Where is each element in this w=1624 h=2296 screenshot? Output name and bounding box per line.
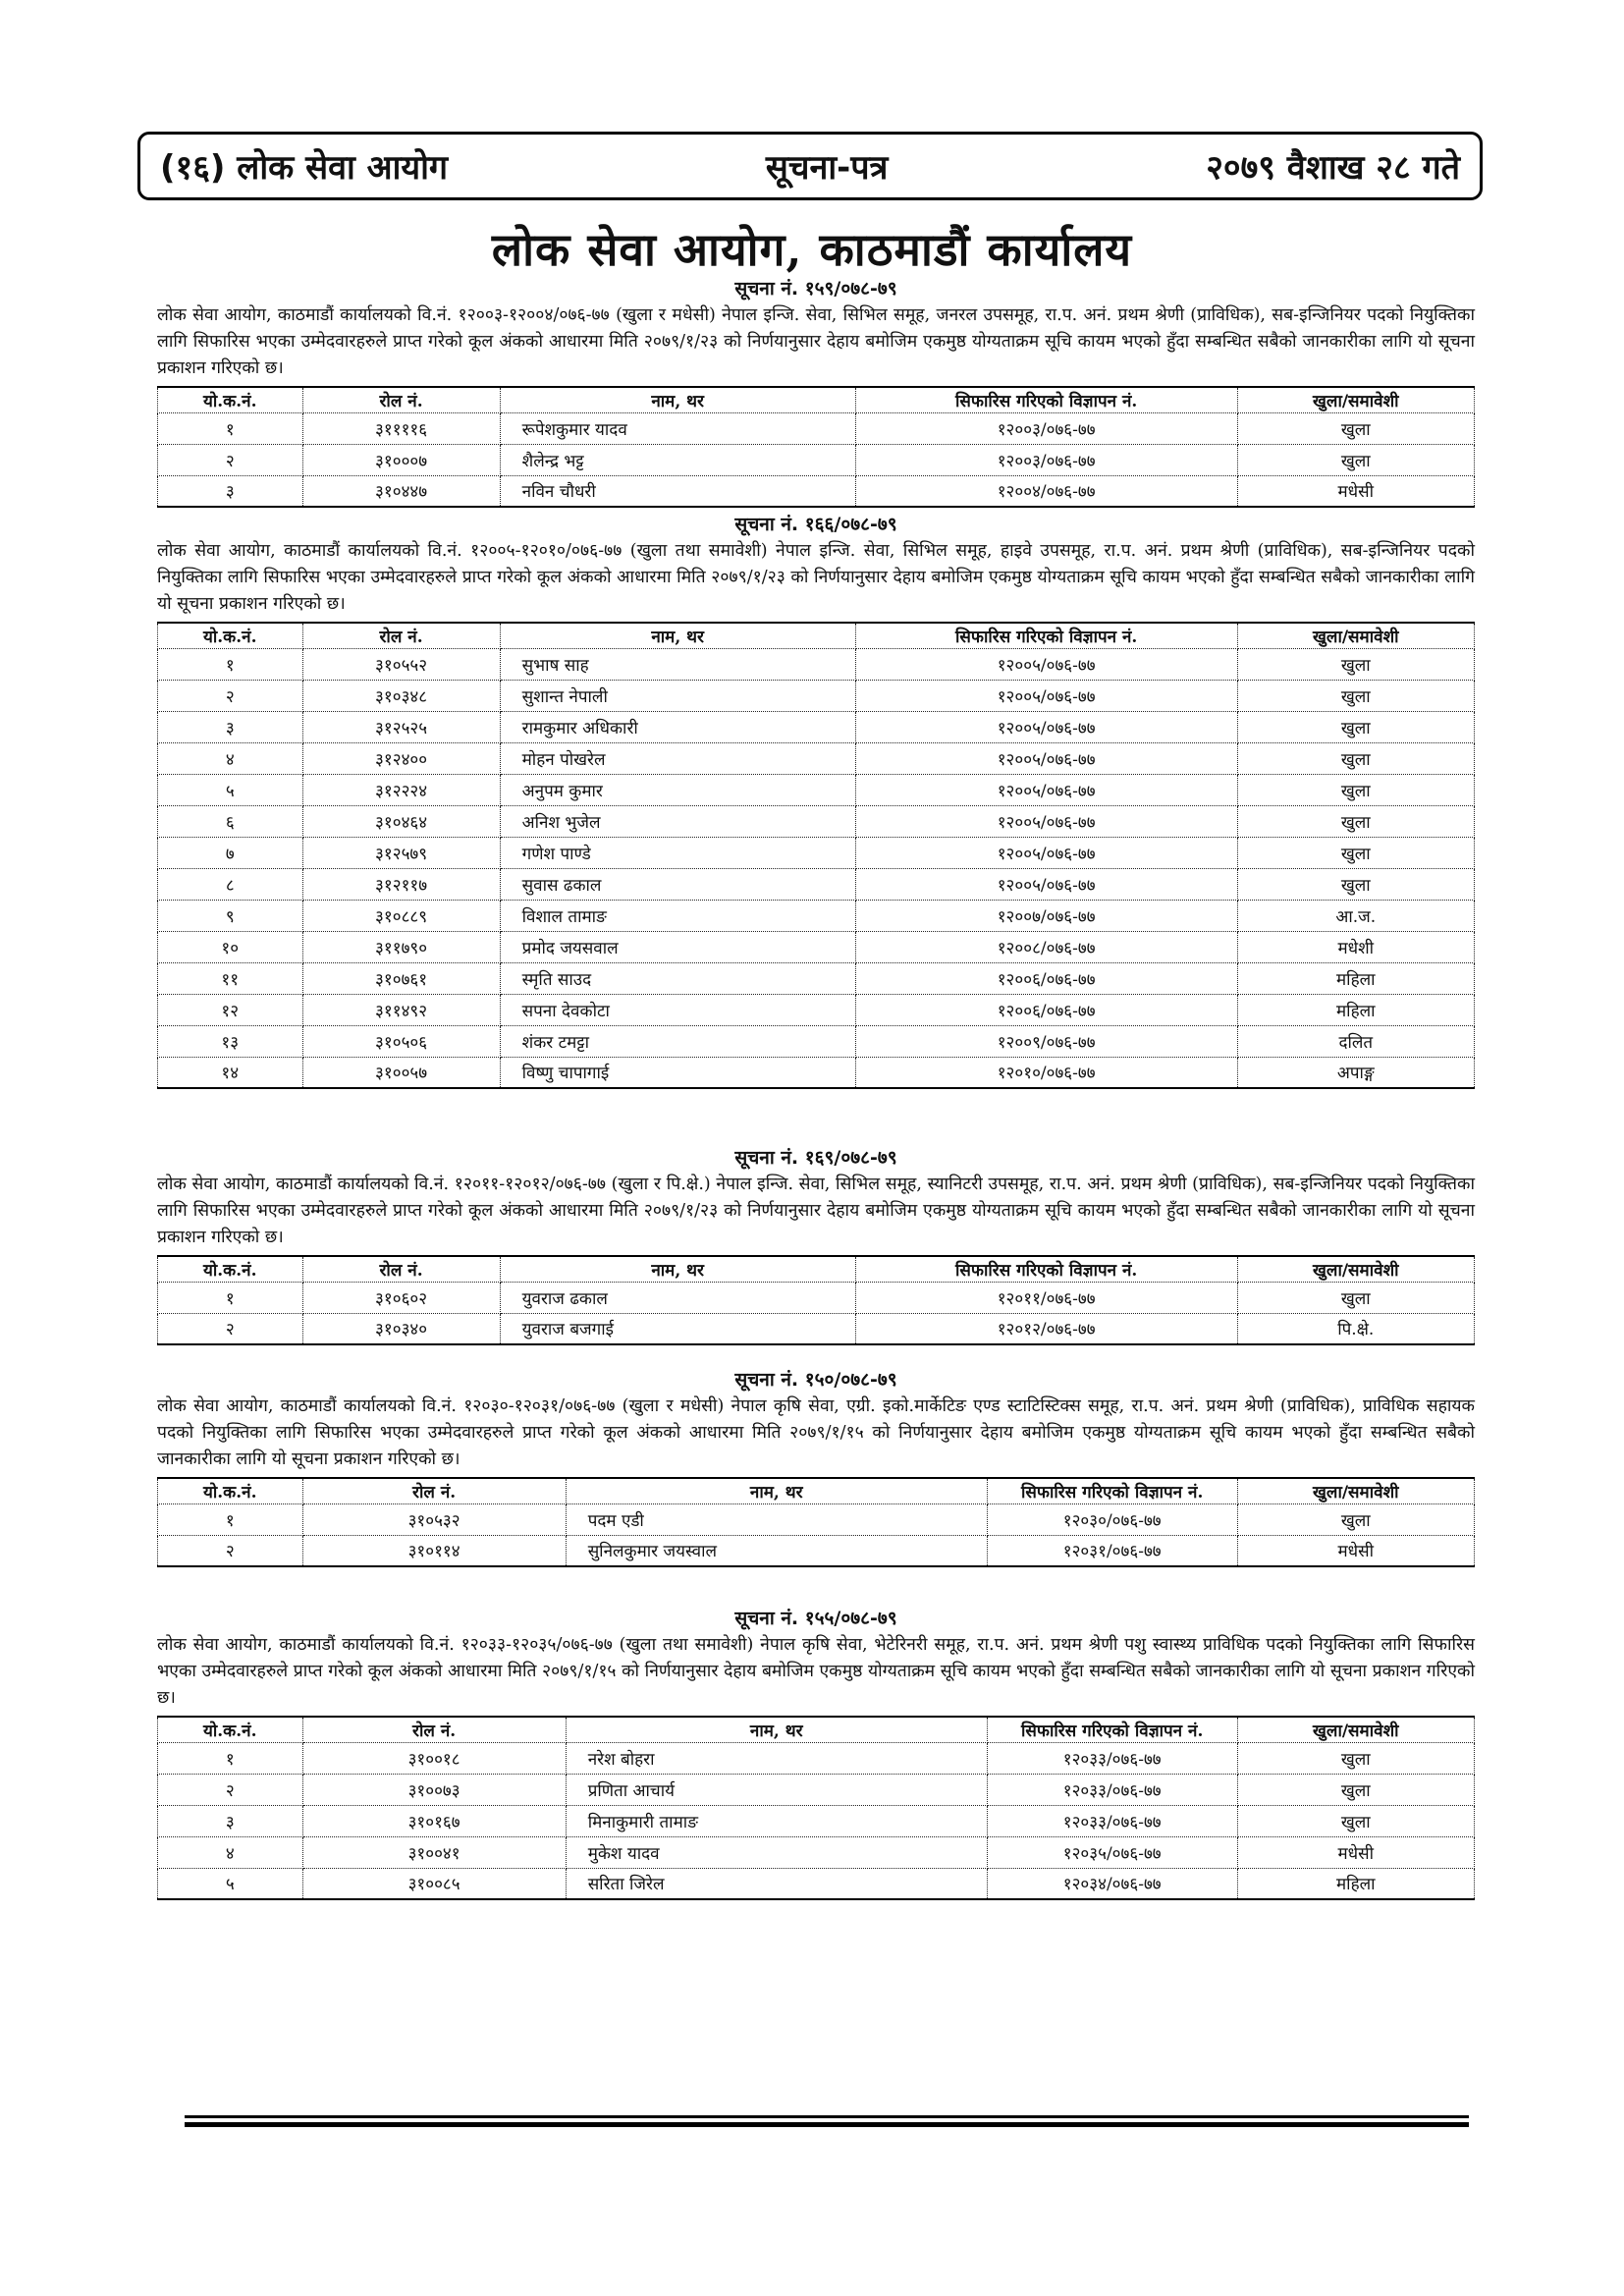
roll-number-cell: ३१०४६४	[302, 805, 500, 837]
name-cell: युवराज बजगाई	[500, 1313, 855, 1344]
merit-table	[157, 622, 1475, 1089]
notice-number: सूचना नं. १५५/०७८-७९	[734, 1608, 897, 1629]
table-row	[158, 711, 1475, 742]
header-right: २०७९ वैशाख २८ गते	[1206, 148, 1460, 188]
name-cell: रामकुमार अधिकारी	[500, 711, 855, 742]
roll-number-cell: ३१००७३	[302, 1774, 566, 1805]
serial-number-cell: १४	[158, 1057, 303, 1088]
merit-table	[157, 1716, 1475, 1900]
merit-table	[157, 1477, 1475, 1567]
column-header: खुला/समावेशी	[1237, 1717, 1474, 1742]
column-header: सिफारिस गरिएको विज्ञापन नं.	[987, 1478, 1237, 1503]
advert-number-cell: १२००४/०७६-७७	[855, 475, 1237, 507]
column-header: खुला/समावेशी	[1237, 1256, 1474, 1282]
notice-2	[157, 513, 1475, 1089]
notice-5	[157, 1607, 1475, 1900]
table-row	[158, 774, 1475, 805]
category-cell: अपाङ्ग	[1237, 1057, 1474, 1088]
serial-number-cell: ४	[158, 742, 303, 774]
serial-number-cell: १०	[158, 931, 303, 962]
category-cell: मधेसी	[1237, 1836, 1474, 1868]
roll-number-cell: ३१००१८	[302, 1742, 566, 1774]
table-row	[158, 648, 1475, 680]
table-row	[158, 680, 1475, 711]
name-cell: सुवास ढकाल	[500, 868, 855, 900]
serial-number-cell: ४	[158, 1836, 303, 1868]
name-cell: सुशान्त नेपाली	[500, 680, 855, 711]
serial-number-cell: १	[158, 1742, 303, 1774]
table-row	[158, 962, 1475, 994]
serial-number-cell: ६	[158, 805, 303, 837]
column-header: नाम, थर	[500, 623, 855, 648]
merit-table	[157, 1255, 1475, 1345]
category-cell: खुला	[1237, 648, 1474, 680]
advert-number-cell: १२००५/०७६-७७	[855, 805, 1237, 837]
table-header-row	[158, 623, 1475, 648]
category-cell: खुला	[1237, 1742, 1474, 1774]
roll-number-cell: ३१००८५	[302, 1868, 566, 1899]
serial-number-cell: १	[158, 412, 303, 444]
header-center: सूचना-पत्र	[765, 148, 889, 188]
notice-3	[157, 1146, 1475, 1345]
advert-number-cell: १२००३/०७६-७७	[855, 444, 1237, 475]
category-cell: आ.ज.	[1237, 900, 1474, 931]
column-header: खुला/समावेशी	[1237, 387, 1474, 412]
category-cell: खुला	[1237, 837, 1474, 868]
advert-number-cell: १२००५/०७६-७७	[855, 711, 1237, 742]
column-header: रोल नं.	[302, 623, 500, 648]
roll-number-cell: ३११७९०	[302, 931, 500, 962]
roll-number-cell: ३१०७६१	[302, 962, 500, 994]
serial-number-cell: ११	[158, 962, 303, 994]
roll-number-cell: ३१२११७	[302, 868, 500, 900]
table-row	[158, 1282, 1475, 1313]
column-header: रोल नं.	[302, 1717, 566, 1742]
name-cell: नविन चौधरी	[500, 475, 855, 507]
advert-number-cell: १२०१२/०७६-७७	[855, 1313, 1237, 1344]
advert-number-cell: १२०३३/०७६-७७	[987, 1774, 1237, 1805]
merit-table	[157, 386, 1475, 508]
notice-number: सूचना नं. १५९/०७८-७९	[734, 278, 897, 300]
column-header: यो.क.नं.	[158, 1256, 303, 1282]
name-cell: सुनिलकुमार जयस्वाल	[566, 1535, 987, 1566]
category-cell: खुला	[1237, 412, 1474, 444]
advert-number-cell: १२००६/०७६-७७	[855, 994, 1237, 1025]
advert-number-cell: १२०११/०७६-७७	[855, 1282, 1237, 1313]
name-cell: अनुपम कुमार	[500, 774, 855, 805]
advert-number-cell: १२०१०/०७६-७७	[855, 1057, 1237, 1088]
serial-number-cell: ३	[158, 475, 303, 507]
column-header: नाम, थर	[500, 387, 855, 412]
column-header: खुला/समावेशी	[1237, 623, 1474, 648]
column-header: नाम, थर	[566, 1478, 987, 1503]
advert-number-cell: १२००७/०७६-७७	[855, 900, 1237, 931]
category-cell: खुला	[1237, 711, 1474, 742]
notice-number: सूचना नं. १५०/०७८-७९	[734, 1369, 897, 1391]
table-row	[158, 444, 1475, 475]
name-cell: गणेश पाण्डे	[500, 837, 855, 868]
notice-body: लोक सेवा आयोग, काठमाडौं कार्यालयको वि.नं. १२०३३-१२०३५/०७६-७७ (खुला तथा समावेशी) नेपाल कृषि सेवा, भेटेरिनरी समूह, रा.प. अनं. प्रथम श्रेणी पशु स्वास्थ्य प्राविधिक पदको नियुक्तिका लागि सिफारिस भएका उम्मेदवारहरुले प्राप्त गरेको कूल अंकको आधारमा मिति २०७९/१/१५ को निर्णयानुसार देहाय बमोजिम एकमुष्ठ योग्यताक्रम सूचि कायम भएको हुँदा सम्बन्धित सबैको जानकारीका लागि यो सूचना प्रकाशन गरिएको छ।	[157, 1635, 1475, 1708]
name-cell: मिनाकुमारी तामाङ	[566, 1805, 987, 1836]
roll-number-cell: ३१०१६७	[302, 1805, 566, 1836]
table-row	[158, 1774, 1475, 1805]
table-row	[158, 994, 1475, 1025]
category-cell: खुला	[1237, 868, 1474, 900]
category-cell: पि.क्षे.	[1237, 1313, 1474, 1344]
name-cell: सपना देवकोटा	[500, 994, 855, 1025]
notice-body: लोक सेवा आयोग, काठमाडौं कार्यालयको वि.नं. १२००३-१२००४/०७६-७७ (खुला र मधेसी) नेपाल इन्जि. सेवा, सिभिल समूह, जनरल उपसमूह, रा.प. अनं. प्रथम श्रेणी (प्राविधिक), सब-इन्जिनियर पदको नियुक्तिका लागि सिफारिस भएका उम्मेदवारहरुले प्राप्त गरेको कूल अंकको आधारमा मिति २०७९/१/२३ को निर्णयानुसार देहाय बमोजिम एकमुष्ठ योग्यताक्रम सूचि कायम भएको हुँदा सम्बन्धित सबैको जानकारीका लागि यो सूचना प्रकाशन गरिएको छ।	[157, 305, 1475, 378]
table-row	[158, 1805, 1475, 1836]
category-cell: खुला	[1237, 680, 1474, 711]
notice-body: लोक सेवा आयोग, काठमाडौं कार्यालयको वि.नं. १२०३०-१२०३१/०७६-७७ (खुला र मधेसी) नेपाल कृषि सेवा, एग्री. इको.मार्केटिङ एण्ड स्टाटिस्टिक्स समूह, रा.प. अनं. प्रथम श्रेणी (प्राविधिक), प्राविधिक सहायक पदको नियुक्तिका लागि सिफारिस भएका उम्मेदवारहरुले प्राप्त गरेको कूल अंकको आधारमा मिति २०७९/१/१५ को निर्णयानुसार देहाय बमोजिम एकमुष्ठ योग्यताक्रम सूचि कायम भएको हुँदा सम्बन्धित सबैको जानकारीका लागि यो सूचना प्रकाशन गरिएको छ।	[157, 1396, 1475, 1469]
roll-number-cell: ३१२२२४	[302, 774, 500, 805]
notice-body: लोक सेवा आयोग, काठमाडौं कार्यालयको वि.नं. १२०११-१२०१२/०७६-७७ (खुला र पि.क्षे.) नेपाल इन्जि. सेवा, सिभिल समूह, स्यानिटरी उपसमूह, रा.प. अनं. प्रथम श्रेणी (प्राविधिक), सब-इन्जिनियर पदको नियुक्तिका लागि सिफारिस भएका उम्मेदवारहरुले प्राप्त गरेको कूल अंकको आधारमा मिति २०७९/१/२३ को निर्णयानुसार देहाय बमोजिम एकमुष्ठ योग्यताक्रम सूचि कायम भएको हुँदा सम्बन्धित सबैको जानकारीका लागि यो सूचना प्रकाशन गरिएको छ।	[157, 1175, 1475, 1247]
table-header-row	[158, 1478, 1475, 1503]
category-cell: महिला	[1237, 994, 1474, 1025]
serial-number-cell: ९	[158, 900, 303, 931]
notice-1	[157, 277, 1475, 508]
name-cell: मुकेश यादव	[566, 1836, 987, 1868]
advert-number-cell: १२०३३/०७६-७७	[987, 1742, 1237, 1774]
category-cell: दलित	[1237, 1025, 1474, 1057]
table-row	[158, 805, 1475, 837]
serial-number-cell: ३	[158, 711, 303, 742]
table-row	[158, 868, 1475, 900]
advert-number-cell: १२०३०/०७६-७७	[987, 1503, 1237, 1535]
name-cell: प्रमोद जयसवाल	[500, 931, 855, 962]
roll-number-cell: ३१०५०६	[302, 1025, 500, 1057]
notice-number: सूचना नं. १६९/०७८-७९	[734, 1147, 897, 1169]
column-header: सिफारिस गरिएको विज्ञापन नं.	[855, 387, 1237, 412]
table-row	[158, 900, 1475, 931]
table-header-row	[158, 1256, 1475, 1282]
category-cell: खुला	[1237, 774, 1474, 805]
column-header: सिफारिस गरिएको विज्ञापन नं.	[855, 1256, 1237, 1282]
table-row	[158, 1057, 1475, 1088]
name-cell: सरिता जिरेल	[566, 1868, 987, 1899]
advert-number-cell: १२००३/०७६-७७	[855, 412, 1237, 444]
serial-number-cell: १३	[158, 1025, 303, 1057]
column-header: यो.क.नं.	[158, 387, 303, 412]
table-row	[158, 1868, 1475, 1899]
table-row	[158, 1025, 1475, 1057]
roll-number-cell: ३१०८८९	[302, 900, 500, 931]
table-row	[158, 1503, 1475, 1535]
table-row	[158, 837, 1475, 868]
category-cell: महिला	[1237, 1868, 1474, 1899]
serial-number-cell: २	[158, 680, 303, 711]
roll-number-cell: ३१२४००	[302, 742, 500, 774]
advert-number-cell: १२०३५/०७६-७७	[987, 1836, 1237, 1868]
serial-number-cell: १	[158, 1282, 303, 1313]
table-row	[158, 742, 1475, 774]
roll-number-cell: ३१०५५२	[302, 648, 500, 680]
roll-number-cell: ३१०६०२	[302, 1282, 500, 1313]
serial-number-cell: ७	[158, 837, 303, 868]
name-cell: मोहन पोखरेल	[500, 742, 855, 774]
column-header: सिफारिस गरिएको विज्ञापन नं.	[855, 623, 1237, 648]
advert-number-cell: १२००५/०७६-७७	[855, 837, 1237, 868]
advert-number-cell: १२००५/०७६-७७	[855, 648, 1237, 680]
roll-number-cell: ३१२५७९	[302, 837, 500, 868]
column-header: यो.क.नं.	[158, 1478, 303, 1503]
name-cell: नरेश बोहरा	[566, 1742, 987, 1774]
advert-number-cell: १२००५/०७६-७७	[855, 774, 1237, 805]
column-header: सिफारिस गरिएको विज्ञापन नं.	[987, 1717, 1237, 1742]
category-cell: खुला	[1237, 444, 1474, 475]
advert-number-cell: १२००८/०७६-७७	[855, 931, 1237, 962]
table-row	[158, 475, 1475, 507]
category-cell: मधेसी	[1237, 1535, 1474, 1566]
roll-number-cell: ३१०४४७	[302, 475, 500, 507]
table-row	[158, 1742, 1475, 1774]
notice-4	[157, 1368, 1475, 1567]
serial-number-cell: १२	[158, 994, 303, 1025]
name-cell: विष्णु चापागाई	[500, 1057, 855, 1088]
serial-number-cell: २	[158, 1774, 303, 1805]
advert-number-cell: १२०३१/०७६-७७	[987, 1535, 1237, 1566]
table-row	[158, 412, 1475, 444]
roll-number-cell: ३१००५७	[302, 1057, 500, 1088]
column-header: खुला/समावेशी	[1237, 1478, 1474, 1503]
column-header: यो.क.नं.	[158, 623, 303, 648]
page-header	[137, 132, 1483, 200]
category-cell: खुला	[1237, 1503, 1474, 1535]
name-cell: अनिश भुजेल	[500, 805, 855, 837]
category-cell: खुला	[1237, 742, 1474, 774]
roll-number-cell: ३११४९२	[302, 994, 500, 1025]
serial-number-cell: २	[158, 1313, 303, 1344]
serial-number-cell: ३	[158, 1805, 303, 1836]
serial-number-cell: २	[158, 444, 303, 475]
column-header: रोल नं.	[302, 1478, 566, 1503]
roll-number-cell: ३१०५३२	[302, 1503, 566, 1535]
column-header: नाम, थर	[500, 1256, 855, 1282]
name-cell: शंकर टमट्टा	[500, 1025, 855, 1057]
roll-number-cell: ३१०११४	[302, 1535, 566, 1566]
advert-number-cell: १२००६/०७६-७७	[855, 962, 1237, 994]
advert-number-cell: १२०३४/०७६-७७	[987, 1868, 1237, 1899]
category-cell: मधेशी	[1237, 931, 1474, 962]
name-cell: विशाल तामाङ	[500, 900, 855, 931]
serial-number-cell: १	[158, 648, 303, 680]
name-cell: सुभाष साह	[500, 648, 855, 680]
footer-rule	[185, 2115, 1469, 2127]
notice-number: सूचना नं. १६६/०७८-७९	[734, 514, 897, 535]
category-cell: महिला	[1237, 962, 1474, 994]
category-cell: खुला	[1237, 1282, 1474, 1313]
table-row	[158, 1535, 1475, 1566]
office-title: लोक सेवा आयोग, काठमाडौं कार्यालय	[491, 223, 1133, 276]
name-cell: पदम एडी	[566, 1503, 987, 1535]
advert-number-cell: १२००५/०७६-७७	[855, 868, 1237, 900]
advert-number-cell: १२०३३/०७६-७७	[987, 1805, 1237, 1836]
advert-number-cell: १२००५/०७६-७७	[855, 742, 1237, 774]
roll-number-cell: ३१०३४८	[302, 680, 500, 711]
name-cell: स्मृति साउद	[500, 962, 855, 994]
serial-number-cell: १	[158, 1503, 303, 1535]
roll-number-cell: ३१२५२५	[302, 711, 500, 742]
name-cell: युवराज ढकाल	[500, 1282, 855, 1313]
column-header: रोल नं.	[302, 1256, 500, 1282]
roll-number-cell: ३१०३४०	[302, 1313, 500, 1344]
table-row	[158, 1313, 1475, 1344]
name-cell: रूपेशकुमार यादव	[500, 412, 855, 444]
serial-number-cell: ५	[158, 774, 303, 805]
serial-number-cell: ८	[158, 868, 303, 900]
name-cell: शैलेन्द्र भट्ट	[500, 444, 855, 475]
advert-number-cell: १२००९/०७६-७७	[855, 1025, 1237, 1057]
category-cell: खुला	[1237, 1805, 1474, 1836]
serial-number-cell: ५	[158, 1868, 303, 1899]
category-cell: खुला	[1237, 1774, 1474, 1805]
table-header-row	[158, 1717, 1475, 1742]
roll-number-cell: ३१०००७	[302, 444, 500, 475]
column-header: नाम, थर	[566, 1717, 987, 1742]
category-cell: मधेसी	[1237, 475, 1474, 507]
name-cell: प्रणिता आचार्य	[566, 1774, 987, 1805]
table-row	[158, 931, 1475, 962]
column-header: यो.क.नं.	[158, 1717, 303, 1742]
table-header-row	[158, 387, 1475, 412]
roll-number-cell: ३११११६	[302, 412, 500, 444]
column-header: रोल नं.	[302, 387, 500, 412]
header-left: (१६) लोक सेवा आयोग	[160, 148, 449, 188]
serial-number-cell: २	[158, 1535, 303, 1566]
roll-number-cell: ३१००४१	[302, 1836, 566, 1868]
advert-number-cell: १२००५/०७६-७७	[855, 680, 1237, 711]
table-row	[158, 1836, 1475, 1868]
category-cell: खुला	[1237, 805, 1474, 837]
notice-body: लोक सेवा आयोग, काठमाडौं कार्यालयको वि.नं. १२००५-१२०१०/०७६-७७ (खुला तथा समावेशी) नेपाल इन्जि. सेवा, सिभिल समूह, हाइवे उपसमूह, रा.प. अनं. प्रथम श्रेणी (प्राविधिक), सब-इन्जिनियर पदको नियुक्तिका लागि सिफारिस भएका उम्मेदवारहरुले प्राप्त गरेको कूल अंकको आधारमा मिति २०७९/१/२३ को निर्णयानुसार देहाय बमोजिम एकमुष्ठ योग्यताक्रम सूचि कायम भएको हुँदा सम्बन्धित सबैको जानकारीका लागि यो सूचना प्रकाशन गरिएको छ।	[157, 541, 1475, 614]
